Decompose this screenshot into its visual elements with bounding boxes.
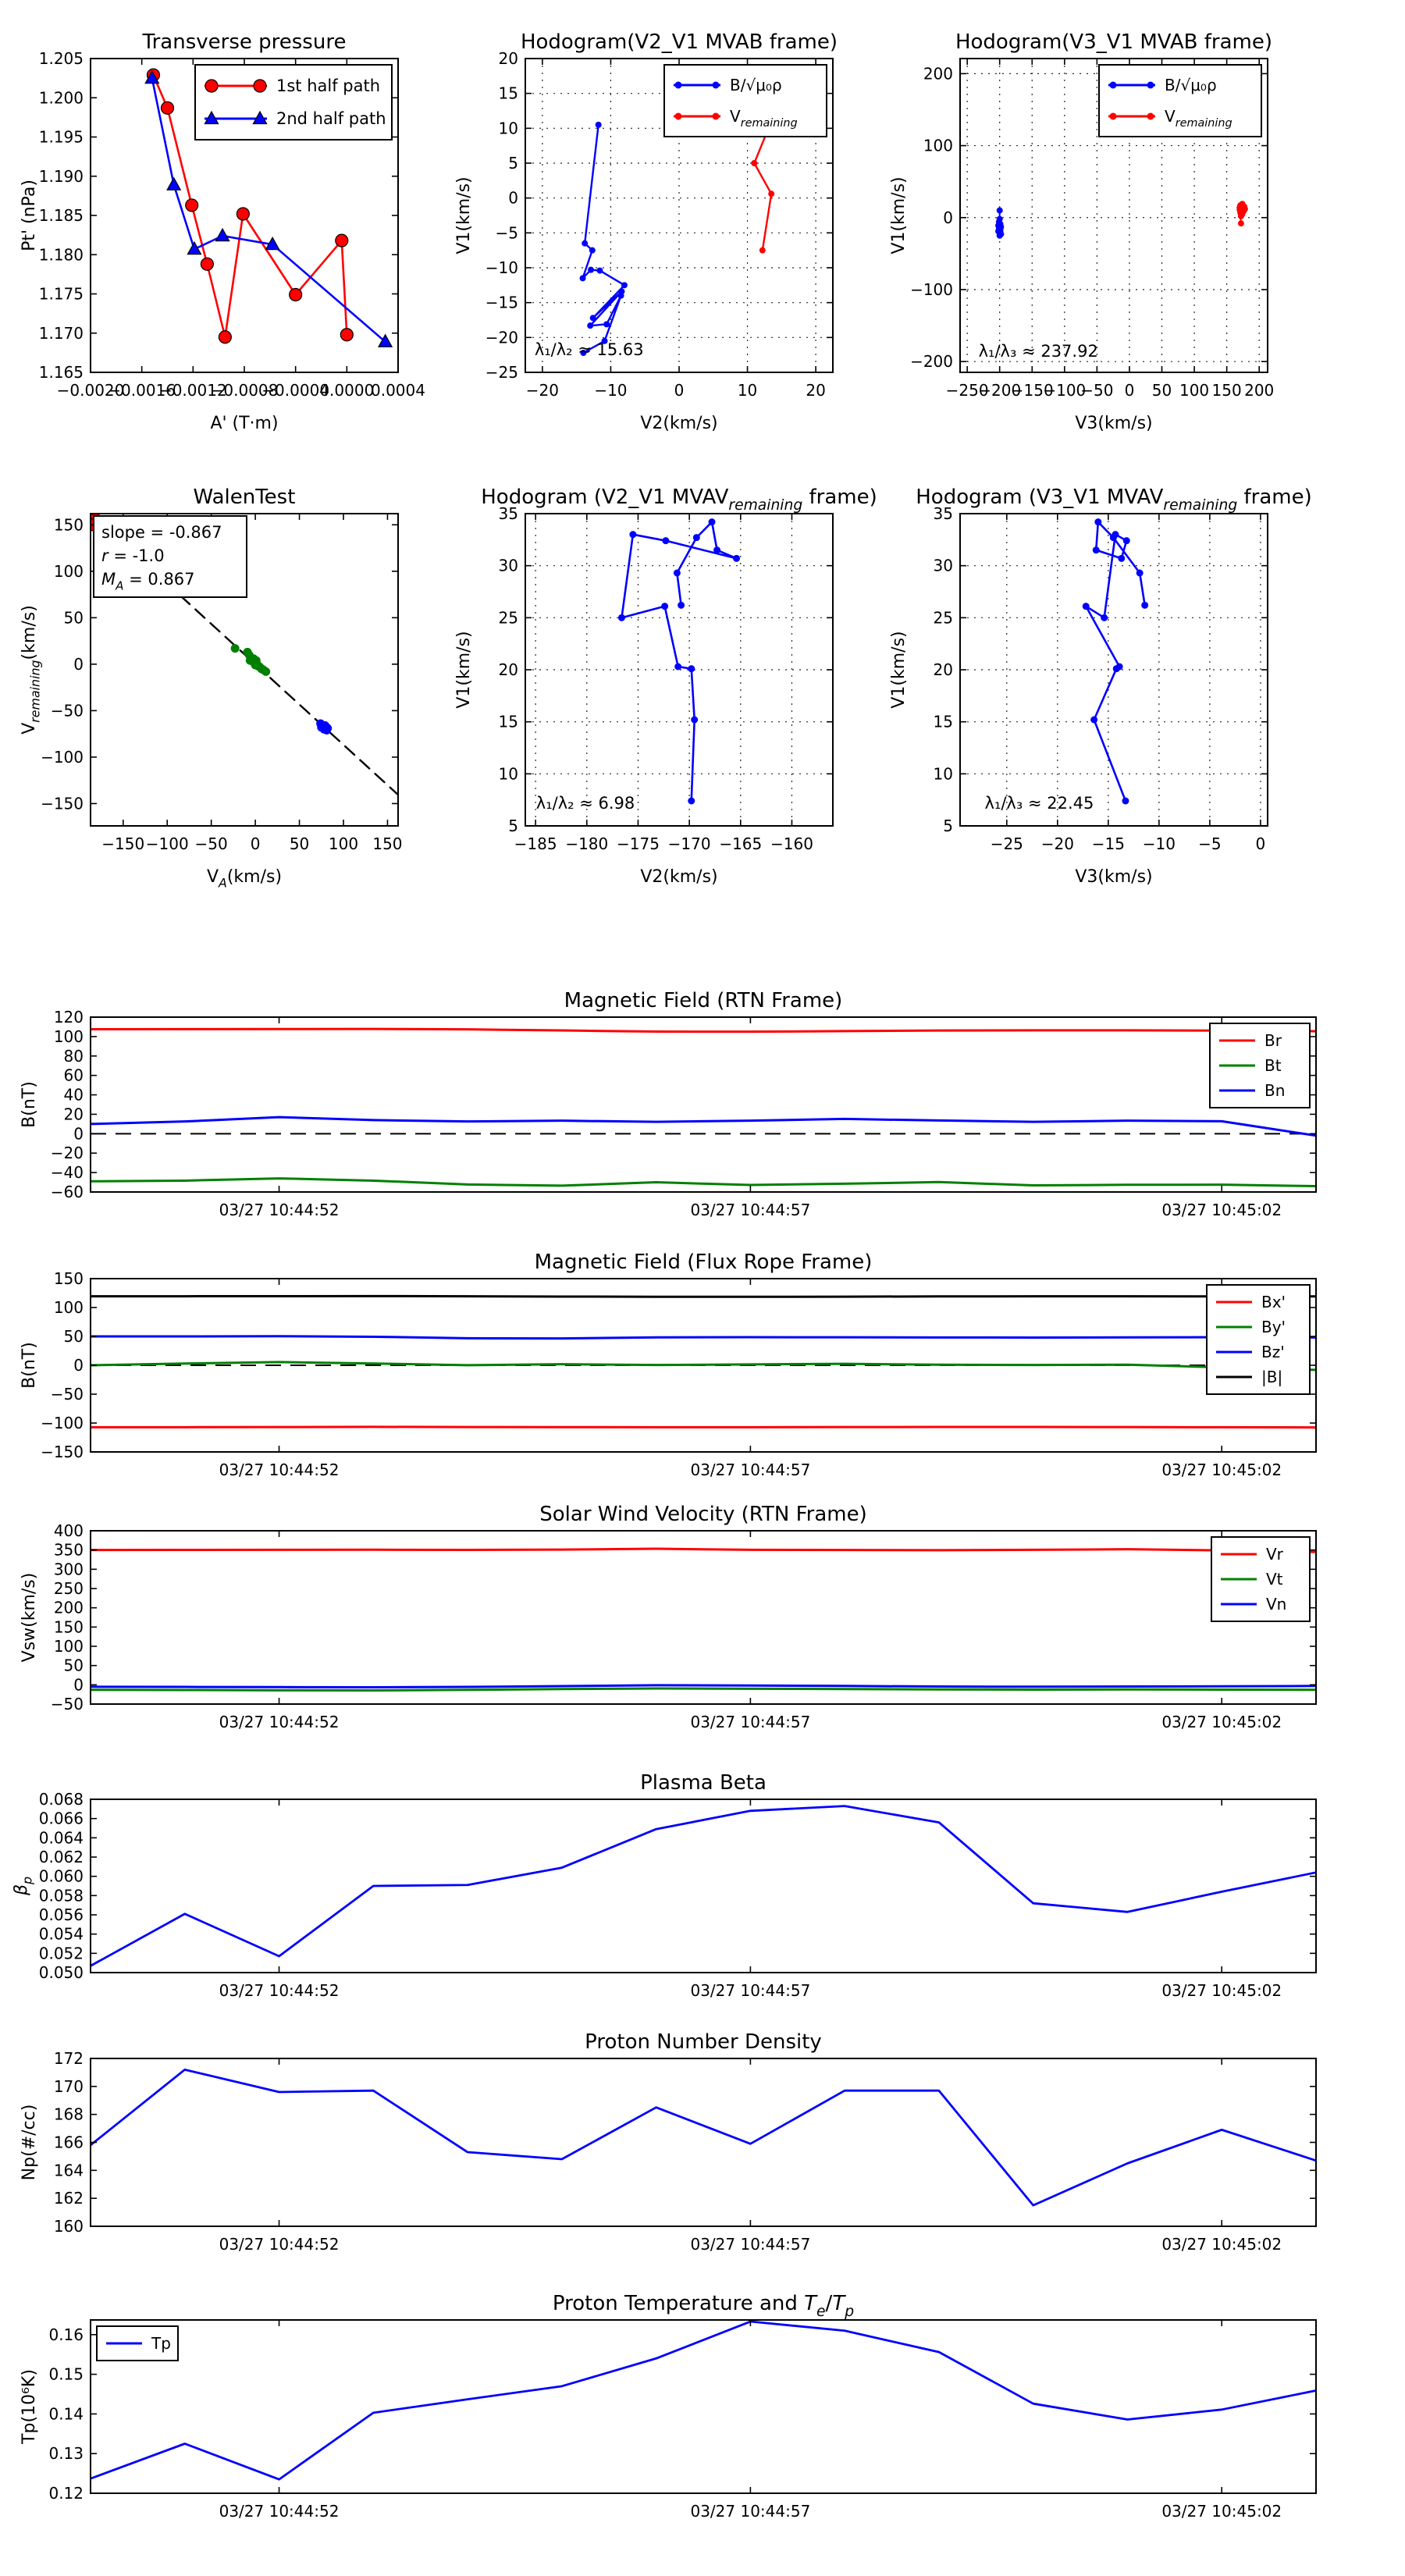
annotation: λ₁/λ₃ ≈ 22.45: [984, 794, 1094, 813]
panel-walen-test: [20, 486, 403, 891]
ticks: [91, 1017, 1316, 1192]
x-tick-label: 03/27 10:45:02: [1161, 2235, 1282, 2254]
x-tick-label: 50: [1151, 381, 1172, 400]
x-tick-label: −5: [1198, 834, 1222, 853]
y-tick-label: 0.060: [38, 1866, 84, 1886]
x-tick-label: −200: [978, 381, 1022, 400]
panel-title: Proton Number Density: [585, 2030, 822, 2054]
axes-box: [91, 1017, 1316, 1192]
x-tick-label: 03/27 10:45:02: [1161, 1981, 1282, 2000]
x-tick-label: −50: [1080, 381, 1114, 400]
series-Bz': [91, 1336, 1316, 1339]
ticks: [91, 1531, 1316, 1704]
y-tick-label: 166: [53, 2133, 84, 2152]
x-tick-label: 10: [737, 381, 758, 400]
series-Np: [91, 2069, 1316, 2205]
y-axis-label: Vsw(km/s): [20, 1572, 39, 1663]
panel-title: Hodogram(V3_V1 MVAB frame): [955, 30, 1273, 54]
y-axis-label: Np(#/cc): [20, 2104, 39, 2181]
y-axis-label: V1(km/s): [454, 631, 474, 709]
panel-mag-rtn: [20, 989, 1316, 1219]
y-tick-label: 200: [923, 64, 953, 84]
panel-hodogram-v3v1-mvab: [889, 30, 1274, 433]
y-tick-label: 1.195: [38, 127, 84, 147]
series-Br: [91, 1029, 1316, 1031]
panel-proton-density: [20, 2030, 1316, 2254]
y-tick-label: 150: [53, 1269, 84, 1288]
legend: [195, 65, 392, 140]
y-axis-label: B(nT): [20, 1081, 39, 1128]
x-tick-label: 03/27 10:44:57: [690, 1461, 811, 1479]
ticks: [91, 2320, 1316, 2493]
axes-box: [91, 2320, 1316, 2493]
x-tick-label: 03/27 10:44:52: [219, 1981, 340, 2000]
series-group: [91, 1806, 1316, 1966]
y-tick-label: 170: [53, 2076, 84, 2096]
legend: [1210, 1023, 1310, 1108]
y-tick-label: 40: [63, 1085, 84, 1105]
panel-title: Solar Wind Velocity (RTN Frame): [539, 1503, 867, 1526]
y-tick-label: 120: [53, 1008, 84, 1026]
x-tick-label: 03/27 10:44:57: [690, 1981, 811, 2000]
y-tick-label: −200: [910, 352, 953, 372]
x-axis-label: $V_A(km/s)$: [206, 867, 283, 891]
x-tick-label: 03/27 10:44:57: [690, 2502, 811, 2521]
y-tick-label: 0: [73, 1356, 84, 1375]
x-tick-label: 0.0004: [371, 381, 425, 400]
x-tick-label: −10: [594, 381, 628, 400]
x-tick-label: 0: [250, 834, 261, 853]
series-group: [91, 1549, 1316, 1691]
markers-V path: [1083, 518, 1148, 804]
legend-label: B/√μ₀ρ: [1165, 76, 1217, 94]
x-tick-label: −50: [194, 834, 228, 853]
y-tick-label: 1.170: [38, 323, 84, 343]
stats-line: r = -1.0: [101, 546, 165, 565]
series-group: [995, 201, 1248, 239]
y-tick-label: 0.14: [48, 2404, 84, 2424]
series-Bn: [91, 1117, 1316, 1136]
y-tick-label: −100: [41, 747, 84, 767]
y-tick-label: 0.066: [38, 1809, 84, 1828]
y-tick-label: −15: [485, 293, 518, 312]
panel-hodogram-v2v1-mvab: [454, 30, 838, 433]
x-tick-label: 03/27 10:44:57: [690, 1201, 811, 1219]
x-tick-label: 03/27 10:45:02: [1161, 1461, 1282, 1479]
y-axis-label: V1(km/s): [889, 176, 909, 254]
y-axis-label: V1(km/s): [889, 631, 909, 709]
y-tick-label: 0.054: [38, 1924, 84, 1944]
ticks: [91, 1799, 1316, 1973]
legend: [1211, 1537, 1310, 1621]
y-tick-label: 1.175: [38, 284, 84, 304]
panel-hodogram-v2v1-mvav: [454, 486, 877, 887]
x-tick-label: −20: [1040, 834, 1074, 853]
y-tick-label: 1.185: [38, 206, 84, 225]
x-tick-label: 03/27 10:44:52: [219, 2502, 340, 2521]
y-tick-label: 50: [63, 1327, 84, 1346]
y-tick-label: 100: [53, 1026, 84, 1046]
ticks: [91, 2058, 1316, 2226]
series-Bt: [91, 1179, 1316, 1187]
panel-title: Transverse pressure: [142, 30, 347, 54]
x-tick-label: 03/27 10:45:02: [1161, 1713, 1282, 1731]
x-tick-label: 20: [806, 381, 826, 400]
legend: [664, 65, 827, 137]
panel-title: Hodogram(V2_V1 MVAB frame): [520, 30, 838, 54]
x-tick-label: −185: [514, 834, 557, 853]
axes-box: [91, 1799, 1316, 1973]
x-tick-label: −160: [770, 834, 813, 853]
legend-label: Br: [1264, 1031, 1282, 1050]
y-tick-label: 160: [53, 2217, 84, 2236]
legend-label: Vr: [1266, 1545, 1283, 1564]
x-tick-label: −25: [990, 834, 1023, 853]
series-Vr: [91, 1549, 1316, 1552]
series-group: [1083, 518, 1148, 804]
x-tick-label: −150: [101, 834, 145, 853]
x-tick-label: 100: [1179, 381, 1210, 400]
legend-label: Bz': [1261, 1343, 1285, 1361]
panel-proton-temperature: [20, 2292, 1316, 2521]
x-tick-label: −0.0012: [158, 381, 227, 400]
x-tick-label: 200: [1244, 381, 1275, 400]
y-tick-label: 0: [73, 1124, 84, 1144]
y-tick-label: −20: [50, 1144, 84, 1163]
y-tick-label: 100: [923, 136, 953, 155]
y-tick-label: 20: [63, 1105, 84, 1124]
y-tick-label: 0.12: [48, 2484, 84, 2503]
x-tick-label: 03/27 10:45:02: [1161, 1201, 1282, 1219]
y-tick-label: 0.056: [38, 1905, 84, 1924]
series-group: [91, 2322, 1316, 2479]
y-tick-label: 0.052: [38, 1944, 84, 1963]
y-tick-label: 168: [53, 2105, 84, 2124]
y-tick-label: 10: [498, 119, 518, 138]
series-Vt: [91, 1688, 1316, 1691]
x-tick-label: −20: [525, 381, 559, 400]
x-tick-label: 03/27 10:44:52: [219, 2235, 340, 2254]
x-tick-label: 0.0000: [319, 381, 375, 400]
y-tick-label: 150: [53, 515, 84, 535]
y-tick-label: 250: [53, 1579, 84, 1598]
x-tick-label: 03/27 10:44:57: [690, 1713, 811, 1731]
annotation: λ₁/λ₃ ≈ 237.92: [978, 341, 1098, 361]
legend-label: $V_{remaining}$: [1165, 107, 1232, 130]
series-V path: [621, 522, 736, 801]
series-group: [91, 1029, 1316, 1186]
y-tick-label: 200: [53, 1598, 84, 1617]
panel-plasma-beta: [12, 1771, 1316, 2000]
y-tick-label: −60: [50, 1183, 84, 1201]
markers-mid: [231, 644, 271, 676]
y-tick-label: 30: [498, 556, 518, 575]
y-tick-label: 15: [498, 84, 518, 103]
annotation: λ₁/λ₂ ≈ 6.98: [535, 794, 635, 813]
y-tick-label: 1.165: [38, 363, 84, 382]
series-beta_p: [91, 1806, 1316, 1966]
y-tick-label: −25: [485, 363, 518, 382]
x-tick-label: 03/27 10:44:52: [219, 1201, 340, 1219]
markers-B/√μ₀ρ: [995, 208, 1004, 239]
x-tick-label: 150: [1211, 381, 1242, 400]
legend-label: Bt: [1264, 1056, 1282, 1075]
panel-title: WalenTest: [193, 486, 296, 509]
x-tick-label: −150: [1010, 381, 1054, 400]
x-tick-label: −0.0004: [261, 381, 330, 400]
y-tick-label: 1.180: [38, 245, 84, 265]
x-tick-label: 0: [674, 381, 685, 400]
y-tick-label: 0: [73, 654, 84, 674]
x-tick-label: 0: [1255, 834, 1266, 853]
panel-solar-wind-velocity: [20, 1503, 1316, 1731]
markers-V path: [618, 518, 740, 804]
stats-line: slope = -0.867: [101, 523, 222, 542]
axes-box: [91, 1531, 1316, 1704]
legend-label: Tp: [151, 2334, 171, 2353]
y-tick-label: 0.068: [38, 1790, 84, 1809]
y-tick-label: 150: [53, 1617, 84, 1637]
x-tick-label: 03/27 10:44:57: [690, 2235, 811, 2254]
x-axis-label: V2(km/s): [640, 867, 718, 887]
y-tick-label: 0.050: [38, 1963, 84, 1982]
legend-label: Bn: [1264, 1081, 1286, 1100]
y-tick-label: 5: [508, 154, 518, 173]
y-tick-label: 15: [933, 712, 953, 731]
x-tick-label: −175: [616, 834, 660, 853]
y-tick-label: −100: [910, 279, 953, 299]
y-tick-label: −150: [41, 794, 84, 813]
panel-title: Magnetic Field (Flux Rope Frame): [534, 1251, 873, 1274]
legend-label: Vt: [1266, 1570, 1283, 1589]
x-axis-label: V3(km/s): [1075, 867, 1153, 887]
panel-title: Hodogram (V2_V1 $MVAV_{remaining}$ frame): [481, 486, 877, 514]
legend-label: B/√μ₀ρ: [730, 76, 782, 94]
x-tick-label: −100: [1043, 381, 1087, 400]
y-tick-label: 100: [53, 1298, 84, 1317]
x-tick-label: −15: [1091, 834, 1125, 853]
series-V path: [1086, 522, 1144, 801]
y-tick-label: 0.15: [48, 2364, 84, 2384]
y-tick-label: 162: [53, 2189, 84, 2208]
x-tick-label: −0.0020: [56, 381, 125, 400]
panel-title: Hodogram (V3_V1 $MVAV_{remaining}$ frame): [916, 486, 1312, 514]
legend-label: $V_{remaining}$: [730, 107, 798, 130]
markers-B/√μ₀ρ: [580, 122, 628, 356]
x-tick-label: 50: [289, 834, 310, 853]
stats-line: $M_A = 0.867$: [101, 570, 195, 593]
x-tick-label: −165: [719, 834, 763, 853]
legend-label: |B|: [1261, 1368, 1283, 1386]
y-tick-label: 0.13: [48, 2444, 84, 2464]
y-tick-label: 1.205: [38, 49, 84, 68]
x-axis-label: V3(km/s): [1075, 414, 1153, 433]
legend-label: Vn: [1266, 1595, 1287, 1614]
panel-title: Proton Temperature and $T_e/T_p$: [552, 2292, 855, 2320]
panel-transverse-pressure: [20, 30, 425, 433]
y-tick-label: 0.058: [38, 1886, 84, 1905]
y-tick-label: 5: [508, 817, 518, 835]
x-tick-label: 03/27 10:45:02: [1161, 2502, 1282, 2521]
y-tick-label: −50: [50, 1695, 84, 1713]
y-axis-label: $\beta_p$: [12, 1876, 35, 1896]
legend-label: By': [1261, 1318, 1286, 1336]
legend-label: 1st half path: [276, 76, 381, 95]
y-tick-label: 350: [53, 1540, 84, 1560]
x-axis-label: A' (T·m): [210, 414, 279, 433]
panel-title: Magnetic Field (RTN Frame): [564, 989, 843, 1012]
legend-label: 2nd half path: [276, 109, 386, 128]
y-tick-label: 25: [498, 608, 518, 628]
x-tick-label: −250: [945, 381, 989, 400]
y-tick-label: −5: [495, 223, 518, 243]
axes-box: [91, 2058, 1316, 2226]
y-tick-label: 10: [933, 764, 953, 784]
markers-V_{remaining}: [1236, 201, 1248, 226]
y-tick-label: 300: [53, 1560, 84, 1579]
x-tick-label: 0: [1124, 381, 1135, 400]
x-tick-label: −180: [565, 834, 609, 853]
y-tick-label: −50: [50, 701, 84, 720]
y-tick-label: 25: [933, 608, 953, 628]
y-tick-label: 164: [53, 2161, 84, 2180]
y-tick-label: 0.062: [38, 1848, 84, 1866]
series-group: [618, 518, 740, 804]
x-tick-label: −0.0008: [210, 381, 279, 400]
y-tick-label: 50: [63, 608, 84, 628]
x-tick-label: 150: [372, 834, 403, 853]
y-tick-label: 100: [53, 1637, 84, 1656]
y-tick-label: 1.190: [38, 166, 84, 186]
y-tick-label: −100: [41, 1414, 84, 1432]
stats-box: [94, 516, 247, 597]
y-tick-label: −10: [485, 258, 518, 277]
y-tick-label: −50: [50, 1385, 84, 1404]
y-tick-label: 5: [943, 817, 953, 835]
panel-hodogram-v3v1-mvav: [889, 486, 1312, 887]
y-tick-label: 10: [498, 764, 518, 784]
x-tick-label: 03/27 10:44:52: [219, 1713, 340, 1731]
x-tick-label: −100: [145, 834, 189, 853]
legend: [1099, 65, 1261, 137]
y-tick-label: 80: [63, 1046, 84, 1066]
x-tick-label: 03/27 10:44:52: [219, 1461, 340, 1479]
y-axis-label: $V_{remaining}(km/s)$: [20, 605, 43, 735]
y-axis-label: Tp(10⁶K): [20, 2369, 39, 2444]
y-tick-label: 20: [933, 660, 953, 679]
series-group: [91, 1296, 1316, 1427]
series-B/√μ₀ρ: [583, 125, 624, 353]
panel-mag-flux-rope: [20, 1251, 1316, 1479]
y-tick-label: −20: [485, 328, 518, 347]
series-Tp: [91, 2322, 1316, 2479]
y-tick-label: 35: [933, 504, 953, 523]
y-tick-label: 15: [498, 712, 518, 731]
y-axis-label: B(nT): [20, 1342, 39, 1389]
y-tick-label: 0.16: [48, 2325, 84, 2344]
y-tick-label: 0: [943, 208, 953, 227]
y-tick-label: 172: [53, 2049, 84, 2068]
y-axis-label: V1(km/s): [454, 176, 474, 254]
y-tick-label: 1.200: [38, 88, 84, 108]
x-tick-label: −10: [1142, 834, 1176, 853]
panel-title: Plasma Beta: [640, 1771, 767, 1795]
annotation: λ₁/λ₂ ≈ 15.63: [534, 340, 644, 359]
y-tick-label: 20: [498, 660, 518, 679]
y-tick-label: 0: [508, 188, 518, 208]
y-tick-label: −150: [41, 1443, 84, 1461]
markers-second-half: [316, 720, 332, 735]
series-Bx': [91, 1427, 1316, 1428]
y-tick-label: 0: [73, 1675, 84, 1695]
y-tick-label: 60: [63, 1066, 84, 1085]
legend: [1207, 1285, 1310, 1394]
y-tick-label: 20: [498, 49, 518, 68]
x-tick-label: −170: [667, 834, 711, 853]
series-group: [91, 2069, 1316, 2205]
y-tick-label: 30: [933, 556, 953, 575]
y-tick-label: 35: [498, 504, 518, 523]
y-tick-label: 400: [53, 1521, 84, 1540]
y-tick-label: 50: [63, 1656, 84, 1675]
legend: [97, 2326, 178, 2361]
y-tick-label: −40: [50, 1163, 84, 1183]
series-|B|: [91, 1296, 1316, 1297]
y-tick-label: 100: [53, 561, 84, 581]
y-axis-label: Pt' (nPa): [20, 180, 39, 251]
x-axis-label: V2(km/s): [640, 414, 718, 433]
legend-label: Bx': [1261, 1293, 1286, 1311]
y-tick-label: 0.064: [38, 1828, 84, 1848]
x-tick-label: −0.0016: [108, 381, 176, 400]
series-Vn: [91, 1685, 1316, 1688]
x-tick-label: 100: [328, 834, 359, 853]
